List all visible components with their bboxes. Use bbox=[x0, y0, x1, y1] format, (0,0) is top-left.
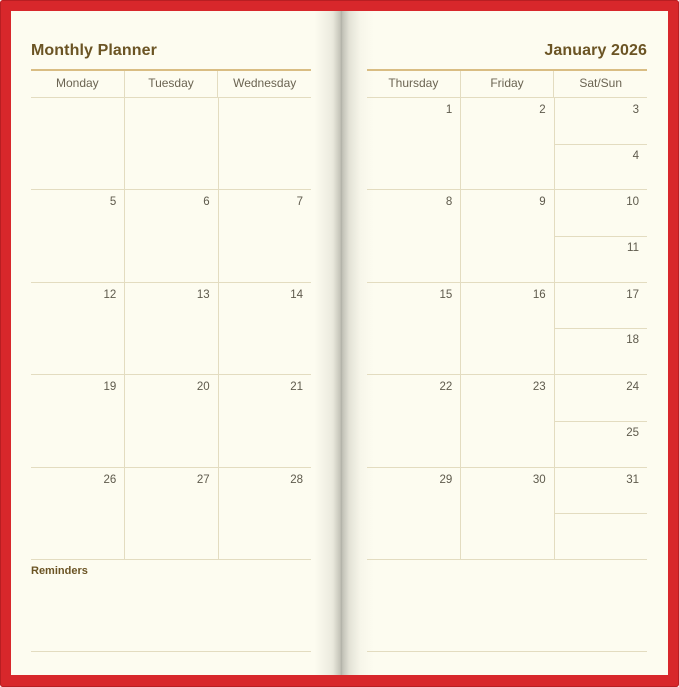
saturday-number: 3 bbox=[632, 104, 639, 116]
day-cell[interactable] bbox=[460, 283, 553, 375]
sunday-number: 4 bbox=[632, 149, 639, 162]
day-number: 21 bbox=[290, 381, 303, 394]
reminders-bottom-rule bbox=[31, 651, 311, 652]
day-number: 30 bbox=[532, 473, 546, 486]
day-number: 5 bbox=[109, 196, 117, 209]
weekday-header-row bbox=[31, 71, 311, 98]
saturday-number: 31 bbox=[626, 473, 639, 486]
day-cell[interactable] bbox=[367, 190, 460, 282]
day-cell[interactable] bbox=[31, 190, 124, 282]
day-cell[interactable] bbox=[367, 98, 460, 190]
weekend-divider bbox=[555, 328, 647, 329]
day-cell[interactable] bbox=[31, 468, 124, 560]
day-cell[interactable] bbox=[124, 190, 217, 282]
day-number: 7 bbox=[296, 196, 303, 209]
weekday-header-monday: Monday bbox=[55, 76, 99, 90]
day-cell[interactable] bbox=[367, 375, 460, 467]
day-cell[interactable] bbox=[218, 98, 311, 190]
weekday-header-friday: Friday bbox=[460, 71, 554, 97]
right-page bbox=[341, 11, 668, 675]
day-number: 19 bbox=[103, 381, 117, 394]
day-cell[interactable] bbox=[31, 375, 124, 467]
saturday-number: 10 bbox=[626, 196, 639, 209]
day-number: 8 bbox=[445, 196, 453, 209]
day-cell[interactable] bbox=[124, 468, 217, 560]
saturday-number: 17 bbox=[626, 288, 639, 301]
weekend-cell[interactable] bbox=[554, 375, 647, 467]
sunday-number: 18 bbox=[626, 334, 639, 347]
weekend-divider bbox=[555, 144, 647, 145]
day-cell[interactable] bbox=[124, 375, 217, 467]
day-cell[interactable] bbox=[31, 283, 124, 375]
calendar-grid-left bbox=[31, 98, 311, 560]
day-number: 28 bbox=[290, 473, 303, 486]
day-number: 26 bbox=[103, 473, 117, 486]
page-title: Monthly Planner bbox=[31, 42, 157, 59]
day-cell[interactable] bbox=[218, 468, 311, 560]
day-number: 14 bbox=[290, 288, 303, 301]
calendar-grid-right bbox=[367, 98, 647, 560]
saturday-number: 24 bbox=[626, 381, 639, 394]
weekend-cell[interactable] bbox=[554, 190, 647, 282]
day-number: 6 bbox=[203, 196, 210, 209]
weekend-divider bbox=[555, 513, 647, 514]
day-cell[interactable] bbox=[460, 190, 553, 282]
day-cell[interactable] bbox=[124, 98, 217, 190]
page-bottom-rule bbox=[367, 651, 647, 652]
weekend-divider bbox=[555, 421, 647, 422]
day-cell[interactable] bbox=[31, 98, 124, 190]
day-number: 2 bbox=[539, 104, 546, 116]
weekend-cell[interactable] bbox=[554, 283, 647, 375]
day-cell[interactable] bbox=[367, 468, 460, 560]
weekday-header-weekend: Sat/Sun bbox=[553, 71, 647, 97]
day-cell[interactable] bbox=[124, 283, 217, 375]
day-number: 27 bbox=[196, 473, 210, 486]
day-cell[interactable] bbox=[367, 283, 460, 375]
day-cell[interactable] bbox=[460, 468, 553, 560]
day-cell[interactable] bbox=[218, 283, 311, 375]
day-number: 20 bbox=[196, 381, 210, 394]
day-cell[interactable] bbox=[218, 190, 311, 282]
reminders-label: Reminders bbox=[31, 565, 88, 577]
day-cell[interactable] bbox=[460, 375, 553, 467]
day-number: 29 bbox=[439, 473, 453, 486]
day-number: 22 bbox=[439, 381, 453, 394]
weekday-header-row bbox=[367, 71, 647, 98]
day-number: 13 bbox=[196, 288, 210, 301]
left-page bbox=[11, 11, 341, 675]
weekend-cell[interactable] bbox=[554, 468, 647, 560]
day-number: 15 bbox=[439, 288, 453, 301]
day-number: 16 bbox=[532, 288, 546, 301]
weekday-header-thursday: Thursday bbox=[388, 76, 439, 90]
day-cell[interactable] bbox=[460, 98, 553, 190]
sunday-number: 25 bbox=[626, 426, 639, 439]
weekend-divider bbox=[555, 236, 647, 237]
weekday-header-wednesday: Wednesday bbox=[217, 71, 311, 97]
day-number: 23 bbox=[532, 381, 546, 394]
month-title: January 2026 bbox=[544, 42, 647, 59]
weekend-cell[interactable] bbox=[554, 98, 647, 190]
day-number: 12 bbox=[103, 288, 117, 301]
sunday-number: 11 bbox=[627, 242, 639, 255]
day-cell[interactable] bbox=[218, 375, 311, 467]
day-number: 9 bbox=[539, 196, 546, 209]
weekday-header-tuesday: Tuesday bbox=[124, 71, 218, 97]
day-number: 1 bbox=[445, 104, 453, 116]
